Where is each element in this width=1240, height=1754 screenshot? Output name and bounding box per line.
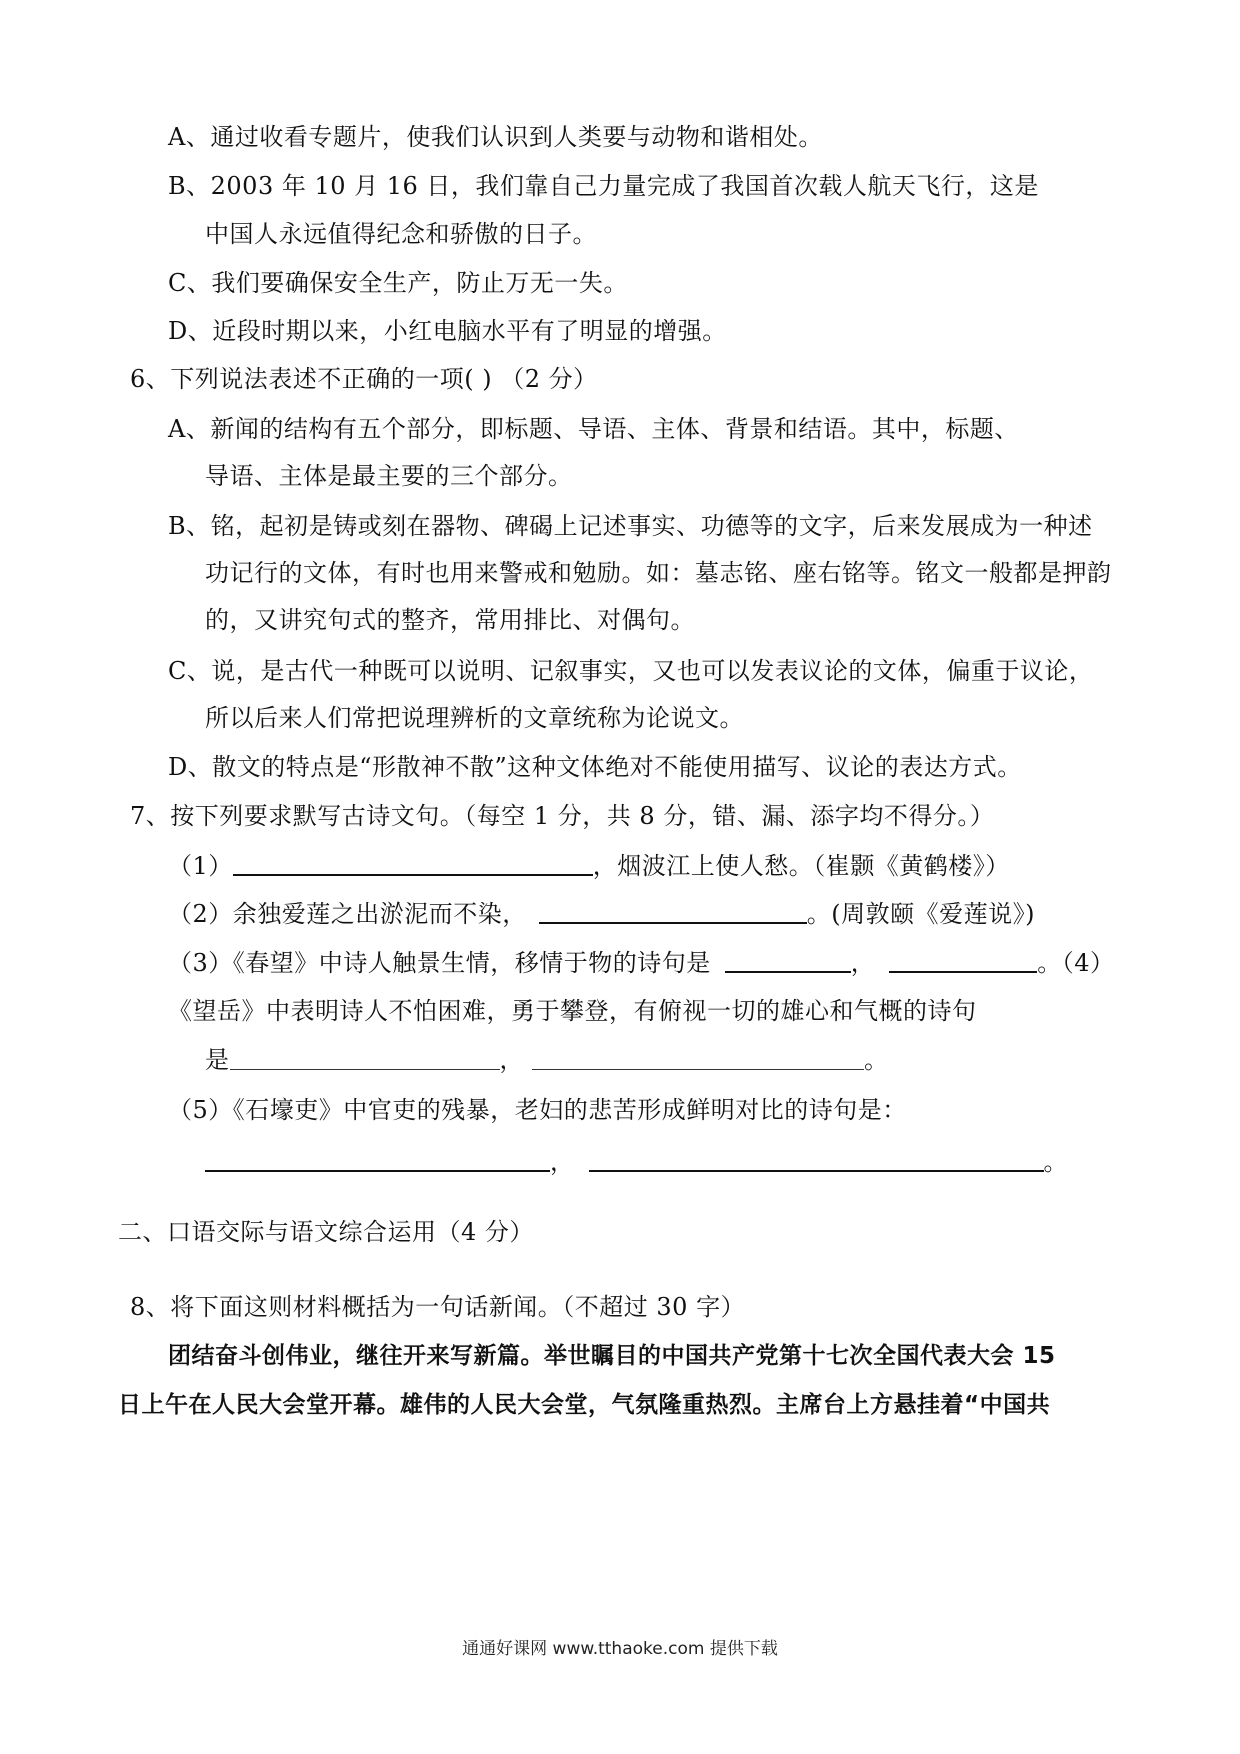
q6-option-a-line2: 导语、主体是最主要的三个部分。 <box>205 462 573 490</box>
q5-option-d: D、近段时期以来，小红电脑水平有了明显的增强。 <box>168 317 727 345</box>
q7-item-4-end: 。 <box>864 1046 889 1074</box>
q6-option-b-line3: 的，又讲究句式的整齐，常用排比、对偶句。 <box>205 606 695 634</box>
q6-option-c-line1: C、说，是古代一种既可以说明、记叙事实，又也可以发表议论的文体，偏重于议论， <box>168 657 1094 685</box>
page-footer: 通通好课网 www.tthaoke.com 提供下载 <box>462 1639 778 1659</box>
q7-item-4-is: 是 <box>205 1046 230 1074</box>
q7-item-2-blank[interactable] <box>539 898 807 924</box>
q5-option-a: A、通过收看专题片，使我们认识到人类要与动物和谐相处。 <box>168 123 823 151</box>
q6-option-a-line1: A、新闻的结构有五个部分，即标题、导语、主体、背景和结语。其中，标题、 <box>168 415 1019 443</box>
q7-item-5-blank-1[interactable] <box>205 1146 550 1172</box>
q7-item-4-comma: ， <box>499 1046 524 1074</box>
q7-item-2-end: 。(周敦颐《爱莲说》) <box>806 900 1036 928</box>
q8-material-line1: 团结奋斗创伟业，继往开来写新篇。举世瞩目的中国共产党第十七次全国代表大会 15 <box>168 1343 1056 1369</box>
q6-option-d: D、散文的特点是“形散神不散”这种文体绝对不能使用描写、议论的表达方式。 <box>168 753 1022 781</box>
q7-item-3-blank-1[interactable] <box>725 947 851 973</box>
q7-item-2-text: （2）余独爱莲之出淤泥而不染， <box>168 900 527 928</box>
q7-item-4-line2 <box>205 1045 889 1075</box>
q6-option-c-line2: 所以后来人们常把说理辨析的文章统称为论说文。 <box>205 704 744 732</box>
q7-item-3-comma: ， <box>850 949 876 977</box>
q6-stem: 6、下列说法表述不正确的一项( ) （2 分） <box>130 365 598 393</box>
q7-item-5-comma: ， <box>550 1148 575 1176</box>
q7-item-2 <box>168 898 1035 929</box>
q7-item-1-text: ，烟波江上使人愁。（崔颢《黄鹤楼》） <box>592 852 1010 880</box>
q7-item-1 <box>168 850 1010 881</box>
q7-item-3 <box>168 947 1115 978</box>
q7-item-1-number: （1） <box>168 852 233 880</box>
q5-option-b-line2: 中国人永远值得纪念和骄傲的日子。 <box>205 220 597 248</box>
q7-item-3-text: （3）《春望》中诗人触景生情，移情于物的诗句是 <box>168 949 711 977</box>
q7-item-3-blank-2[interactable] <box>889 947 1037 973</box>
q7-item-5-blank-2[interactable] <box>589 1146 1044 1172</box>
q8-material-line2: 日上午在人民大会堂开幕。雄伟的人民大会堂，气氛隆重热烈。主席台上方悬挂着“中国共 <box>118 1392 1051 1418</box>
q5-option-c: C、我们要确保安全生产，防止万无一失。 <box>168 269 628 297</box>
q7-item-5-answer-line <box>205 1146 1068 1177</box>
q7-item-5-end: 。 <box>1043 1148 1068 1176</box>
q7-item-3-end: 。（4） <box>1037 949 1115 977</box>
q6-option-b-line1: B、铭，起初是铸或刻在器物、碑碣上记述事实、功德等的文字，后来发展成为一种述 <box>168 512 1093 540</box>
q7-item-4-line1: 《望岳》中表明诗人不怕困难，勇于攀登，有俯视一切的雄心和气概的诗句 <box>168 997 977 1025</box>
q7-item-5: （5）《石壕吏》中官吏的残暴，老妇的悲苦形成鲜明对比的诗句是： <box>168 1096 907 1124</box>
q8-stem: 8、将下面这则材料概括为一句话新闻。（不超过 30 字） <box>130 1293 746 1321</box>
q6-option-b-line2: 功记行的文体，有时也用来警戒和勉励。如：墓志铭、座右铭等。铭文一般都是押韵 <box>205 559 1112 587</box>
section-2-heading: 二、口语交际与语文综合运用（4 分） <box>118 1218 534 1246</box>
q5-option-b-line1: B、2003 年 10 月 16 日，我们靠自己力量完成了我国首次载人航天飞行，这是 <box>168 172 1039 200</box>
q7-stem: 7、按下列要求默写古诗文句。（每空 1 分，共 8 分，错、漏、添字均不得分。） <box>130 802 995 830</box>
q7-item-4-blank-1[interactable] <box>230 1047 500 1070</box>
q7-item-1-blank[interactable] <box>233 850 593 876</box>
q7-item-4-blank-2[interactable] <box>532 1047 864 1070</box>
